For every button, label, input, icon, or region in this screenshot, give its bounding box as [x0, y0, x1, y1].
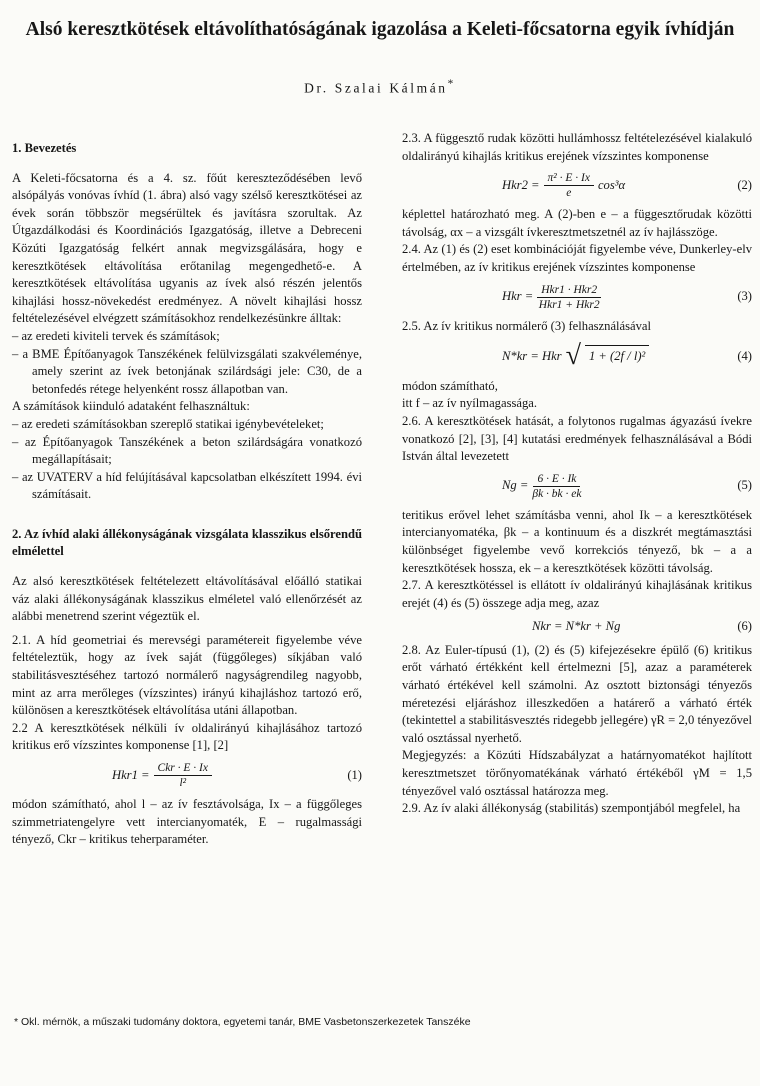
- list-item: – az eredeti számításokban szereplő statikai igénybevételeket;: [12, 416, 324, 431]
- paragraph: 2.1. A híd geometriai és merevségi paramétereit figyelembe véve feltételeztük, hogy az ívek saját (függőleges) síkjában való stabilitásvesztéséhez tartozó normálerő nagyságrendileg nagyobb, mint az arra merőleges (vízszintes) irányú kihajláshoz tartozó erő, különösen a keresztkötések eltávolítása utáni állapotban.: [12, 632, 362, 718]
- list-item: – az Építőanyagok Tanszékének a beton szilárdságára vonatkozó megállapításait;: [12, 434, 362, 467]
- equation-numerator: 6 · E · Ik: [533, 472, 580, 487]
- paragraph: teritikus erővel lehet számításba venni, ahol Ik – a keresztkötések intercianyomatéka, βk – a kontinuum és a diszkrét megtámasztási különbséget figyelembe vevő korrekciós tényező, bk – a a keresztkötések hossza, ek – a keresztkötések közötti távolság.: [402, 507, 752, 575]
- paragraph: 2.9. Az ív alaki állékonyság (stabilitás) szempontjából megfelel, ha: [402, 801, 741, 816]
- equation-lhs: Hkr =: [502, 289, 534, 304]
- paragraph: képlettel határozható meg. A (2)-ben e – a függesztőrudak közötti távolság, αx – a vizsgált ívkeresztmetszetnél az ív hajlásszöge.: [402, 207, 752, 239]
- equation-number: (4): [737, 348, 752, 363]
- equation-number: (6): [737, 619, 752, 634]
- paragraph: itt f – az ív nyílmagassága.: [402, 396, 537, 411]
- section-heading-2: 2. Az ívhíd alaki állékonyságának vizsgálata klasszikus elsőrendű elmélettel: [12, 526, 362, 559]
- author-line: [20, 78, 740, 97]
- equation-number: (2): [737, 177, 752, 192]
- equation-lhs: Hkr1 =: [112, 767, 150, 782]
- sqrt-sign: √: [565, 340, 581, 372]
- paragraph: 2.3. A függesztő rudak közötti hullámhossz feltételezésével kialakuló oldalirányú kihajlás kritikus erejének vízszintes komponense: [402, 131, 752, 163]
- paper-title: Alsó keresztkötések eltávolíthatóságának igazolása a Keleti-főcsatorna egyik ívhídján: [25, 19, 735, 40]
- equation-radicand: 1 + (2f / l)²: [585, 345, 649, 368]
- author-name: Dr. Szalai Kálmán: [304, 80, 448, 96]
- equation-numerator: Hkr1 · Hkr2: [537, 283, 601, 298]
- equation-lhs: N*kr = Hkr: [502, 348, 562, 363]
- equation-6: [402, 618, 752, 636]
- equation-number: (5): [737, 478, 752, 493]
- list-item: – az eredeti kiviteli tervek és számítások;: [12, 328, 220, 343]
- list-item: – az UVATERV a híd felújításával kapcsolatban elkészített 1994. évi számításait.: [12, 469, 362, 502]
- paragraph: 2.7. A keresztkötéssel is ellátott ív oldalirányú kihajlásának kritikus erejét (4) és (5) összege adja meg, azaz: [402, 578, 752, 610]
- equation-2: [402, 171, 752, 200]
- paragraph: 2.8. Az Euler-típusú (1), (2) és (5) kifejezésekre épülő (6) kritikus erőt várható értékként kell értelmezni [5], azaz a paraméterek várható értékével kell számolni. Az osztott biztonsági tényezős méretezési eljáráshoz illeszkedően a határerő a várható érték (tekintettel a stabilitásvesztés ridegebb jellegére) γR = 2,0 tényezővel való osztással nyerhető.: [402, 642, 752, 745]
- paragraph: 2.6. A keresztkötések hatását, a folytonos rugalmas ágyazású ívekre vonatkozó [2], [3], [4] kutatási eredmények felhasználásával a Bódi István által levezetett: [402, 413, 752, 464]
- paragraph: A számítások kiinduló adataként felhasználtuk:: [12, 399, 250, 414]
- equation-3: [402, 283, 752, 312]
- paragraph: Az alsó keresztkötések feltételezett eltávolításával előálló statikai váz alaki állékonyságának klasszikus elméletel való ellenőrzését az alábbi menetrend szerint végeztük el.: [12, 574, 362, 624]
- equation-numerator: π² · E · Ix: [544, 171, 594, 186]
- list-item: – a BME Építőanyagok Tanszékének felülvizsgálati szakvéleménye, amely szerint az ívek betonjának szilárdsági jele: C30, de a betonfedés rétege helyenként rossz állapotban van.: [12, 346, 362, 396]
- left-column: [12, 130, 362, 849]
- author-footnote-mark: *: [447, 78, 456, 90]
- paragraph: módon számítható,: [402, 378, 498, 393]
- equation-denominator: l²: [179, 777, 187, 789]
- equation-lhs: Hkr2 =: [502, 177, 540, 192]
- section-heading-1: 1. Bevezetés: [12, 141, 77, 155]
- right-column: [402, 130, 752, 818]
- equation-number: (3): [737, 289, 752, 304]
- paragraph: Megjegyzés: a Közúti Hídszabályzat a határnyomatékot hajlított keresztmetszet törőnyomatékának várható értékéből γM = 1,5 tényezővel való osztással határozza meg.: [402, 748, 752, 798]
- paragraph: módon számítható, ahol l – az ív fesztávolsága, Ix – a függőleges szimmetriatengelyre vett intercianyomaték, E – rugalmassági tényező, Ckr – kritikus teherparaméter.: [12, 797, 362, 847]
- equation-numerator: Ckr · E · Ix: [154, 761, 212, 776]
- equation-lhs: Ng =: [502, 478, 529, 493]
- equation-5: [402, 472, 752, 501]
- paragraph: 2.4. Az (1) és (2) eset kombinációját figyelembe véve, Dunkerley-elv értelmében, az ív kritikus erejének vízszintes komponense: [402, 242, 752, 274]
- equation-denominator: e: [566, 187, 572, 200]
- equation-4: [402, 340, 752, 372]
- paragraph: A Keleti-főcsatorna és a 4. sz. főút kereszteződésében levő alsópályás vonóvas ívhíd (1. ábra) alsó vagy szélső keresztkötései az évek során többször megsérültek és javításra szorultak. Az Útgazdálkodási és Koordinációs Igazgatóság, illetve a Debreceni Közúti Igazgatóság felkért annak megvizsgálására, hogy e keresztkötések eltávolítása erőtanilag megengedhető-e. A keresztkötések eltávolítása ugyanis az ívek alsó részén jelentős kihajlási hossz-növekedést eredményez. A növelt kihajlási hossz feltételezésével elvégzett számításokhoz rendelkezésünkre álltak:: [12, 170, 362, 326]
- footnote: * Okl. mérnök, a műszaki tudomány doktora, egyetemi tanár, BME Vasbetonszerkezetek Tanszéke: [14, 1016, 471, 1028]
- equation-1: [12, 761, 362, 790]
- equation-tail: cos³α: [597, 177, 626, 192]
- equation-denominator: βk · bk · ek: [532, 487, 582, 500]
- paragraph: 2.5. Az ív kritikus normálerő (3) felhasználásával: [402, 318, 651, 333]
- equation-lhs: Nkr = N*kr + Ng: [532, 619, 621, 634]
- equation-denominator: Hkr1 + Hkr2: [538, 298, 600, 311]
- equation-number: (1): [347, 767, 362, 782]
- paragraph: 2.2 A keresztkötések nélküli ív oldalirányú kihajlásához tartozó kritikus erő vízszintes komponense [1], [2]: [12, 720, 362, 753]
